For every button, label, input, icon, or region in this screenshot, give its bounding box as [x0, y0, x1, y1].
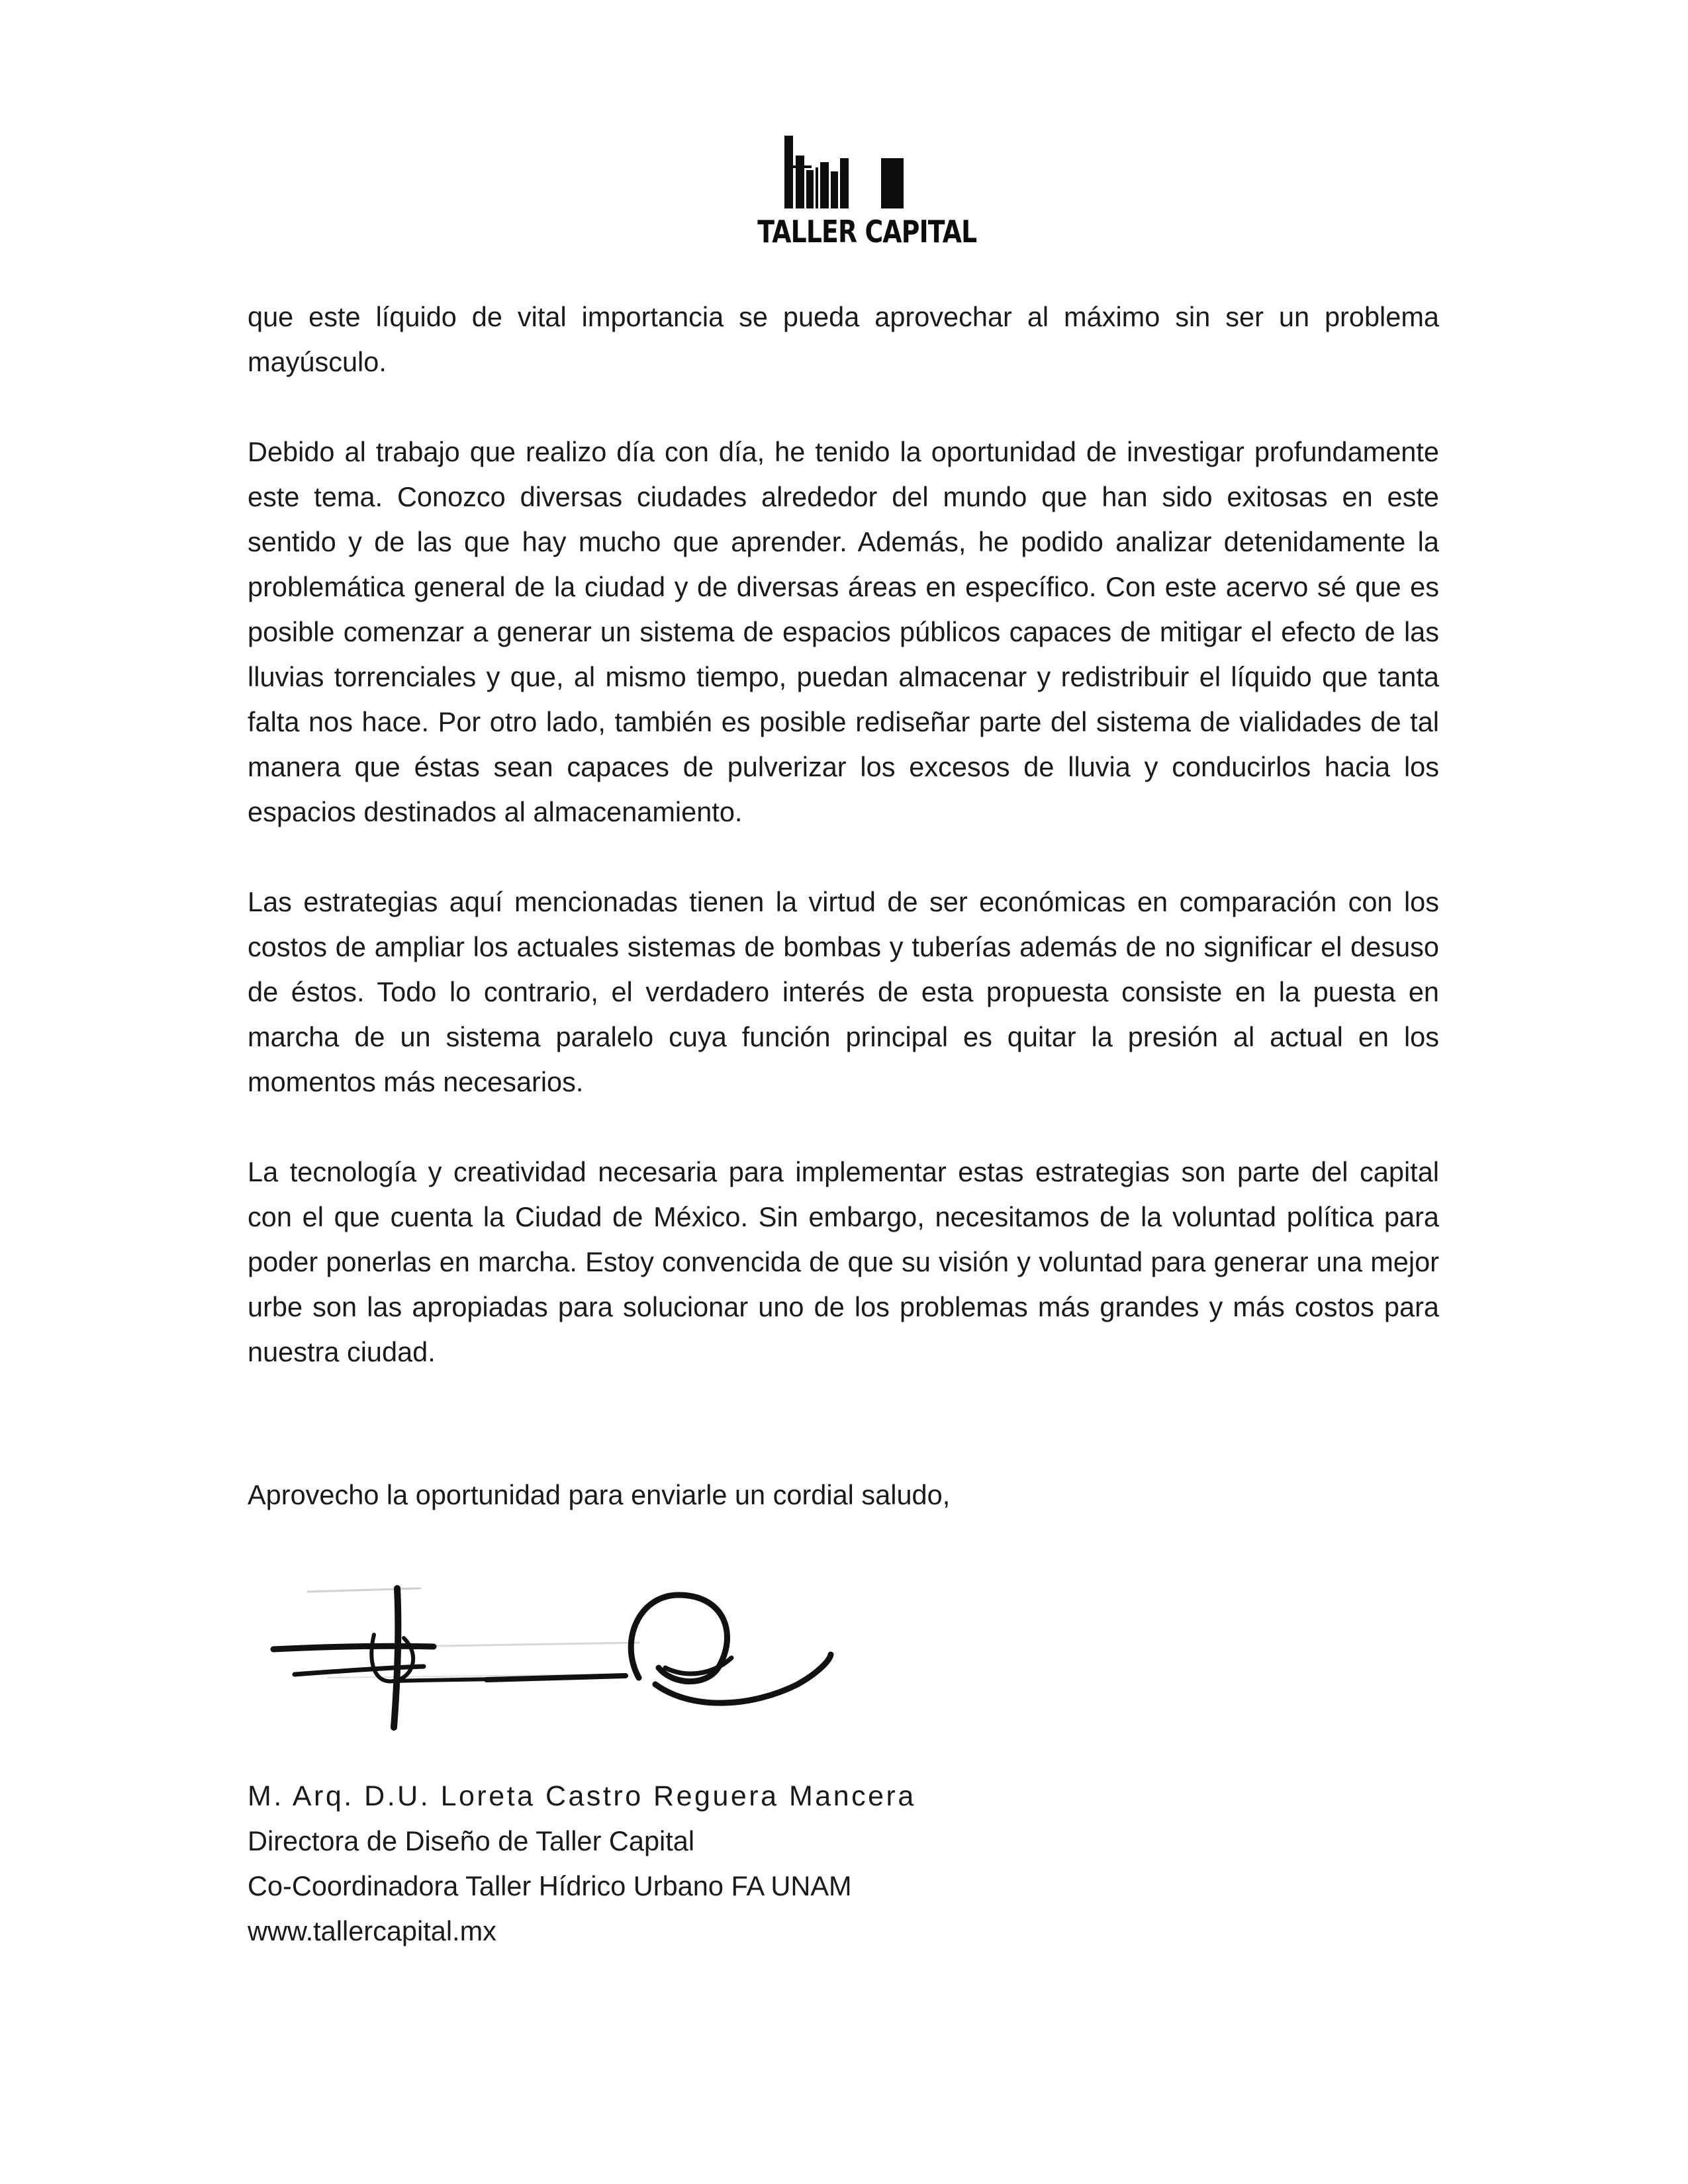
handwritten-signature-icon [268, 1569, 851, 1741]
signer-name: M. Arq. D.U. Loreta Castro Reguera Mancera [248, 1780, 916, 1812]
taller-capital-logo [738, 136, 977, 251]
logo-text: TALLER CAPITAL [757, 214, 977, 250]
letter-body [248, 295, 1439, 1420]
paragraph: Debido al trabajo que realizo día con día, he tenido la oportunidad de investigar profundamente este tema. Conozco diversas ciudades alrededor del mundo que han sido exitosas en este sentido y de las que hay mucho que aprender. Además, he podido analizar detenidamente la problemática general de la ciudad y de diversas áreas en específico. Con este acervo sé que es posible comenzar a generar un sistema de espacios públicos capaces de mitigar el efecto de las lluvias torrenciales y que, al mismo tiempo, puedan almacenar y redistribuir el líquido que tanta falta nos hace. Por otro lado, también es posible rediseñar parte del sistema de vialidades de tal manera que éstas sean capaces de pulverizar los excesos de lluvia y conducirlos hacia los espacios destinados al almacenamiento. [248, 436, 1439, 827]
signature-block [248, 1774, 916, 1954]
paragraph: La tecnología y creatividad necesaria para implementar estas estrategias son parte del capital con el que cuenta la Ciudad de México. Sin embargo, necesitamos de la voluntad política para poder ponerlas en marcha. Estoy convencida de que su visión y voluntad para generar una mejor urbe son las apropiadas para solucionar uno de los problemas más grandes y más costos para nuestra ciudad. [248, 1156, 1439, 1367]
closing-line: Aprovecho la oportunidad para enviarle un cordial saludo, [248, 1479, 951, 1510]
paragraph: que este líquido de vital importancia se pueda aprovechar al máximo sin ser un problema mayúsculo. [248, 301, 1439, 377]
website-link[interactable]: www.tallercapital.mx [248, 1915, 496, 1946]
signer-title: Directora de Diseño de Taller Capital [248, 1825, 695, 1856]
signer-title: Co-Coordinadora Taller Hídrico Urbano FA UNAM [248, 1870, 852, 1901]
bookshelf-bars-logo-icon [738, 136, 953, 212]
paragraph: Las estrategias aquí mencionadas tienen la virtud de ser económicas en comparación con los costos de ampliar los actuales sistemas de bombas y tuberías además de no significar el desuso de éstos. Todo lo contrario, el verdadero interés de esta propuesta consiste en la puesta en marcha de un sistema paralelo cuya función principal es quitar la presión al actual en los momentos más necesarios. [248, 886, 1439, 1097]
